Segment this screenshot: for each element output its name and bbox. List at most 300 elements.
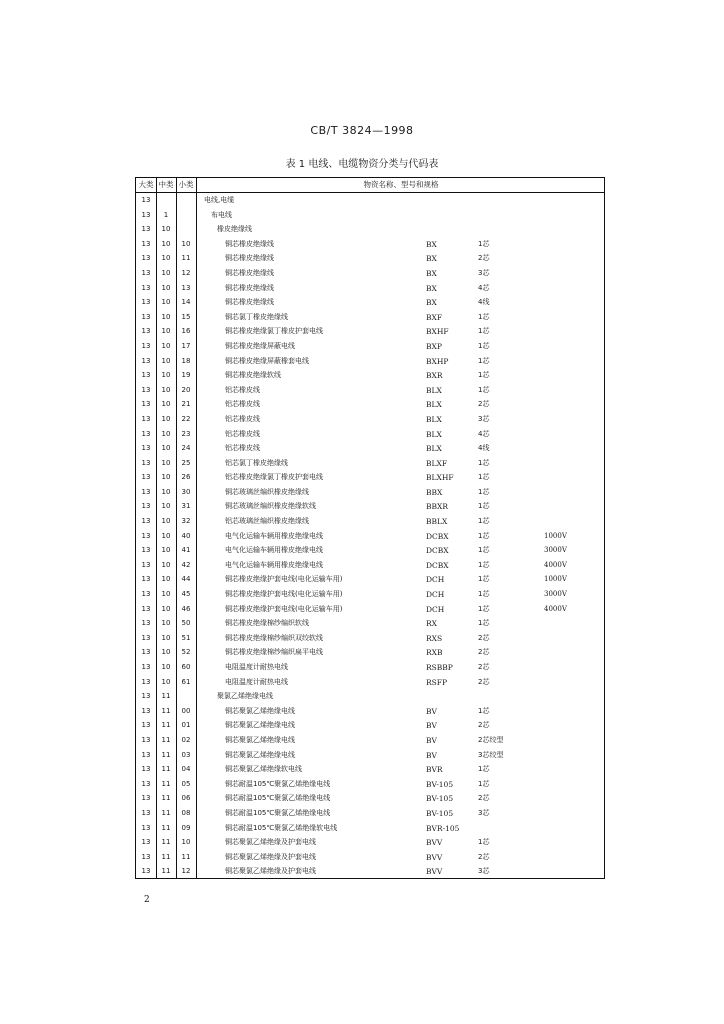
mid-code: 11 <box>161 765 171 774</box>
model-code: BX <box>426 283 437 293</box>
mid-code: 10 <box>161 663 171 671</box>
item-name: 铜芯橡皮绝缘软线 <box>225 371 281 380</box>
table-row <box>136 324 604 339</box>
mid-code: 10 <box>161 560 171 569</box>
item-name: 铝芯橡皮线 <box>225 385 260 394</box>
mid-code: 11 <box>161 692 171 701</box>
minor-code: 19 <box>181 371 191 380</box>
core-spec: 2芯 <box>478 400 490 409</box>
core-spec: 1芯 <box>478 531 490 540</box>
core-spec: 2芯 <box>478 677 490 686</box>
item-name: 铜芯耐温105℃聚氯乙烯绝缘软电线 <box>225 823 338 832</box>
model-code: RX <box>426 619 437 629</box>
table-row <box>136 237 604 252</box>
item-name: 铜芯橡皮绝缘护套电线(电化运输车用) <box>225 604 343 613</box>
model-code: BV <box>426 706 437 716</box>
table-row <box>136 514 604 529</box>
model-code: DCH <box>426 604 445 614</box>
minor-code: 21 <box>181 400 191 409</box>
minor-code: 03 <box>181 750 191 759</box>
major-code: 13 <box>141 779 151 788</box>
core-spec: 3芯 <box>478 867 490 876</box>
minor-code: 61 <box>181 677 191 686</box>
table-row <box>136 704 604 719</box>
standard-code-header: CB/T 3824—1998 <box>310 124 414 137</box>
mid-code: 10 <box>161 487 171 496</box>
item-name: 铝芯橡皮线 <box>225 414 260 423</box>
mid-code: 11 <box>161 779 171 788</box>
major-code: 13 <box>141 750 151 759</box>
core-spec: 1芯 <box>478 458 490 467</box>
mid-code: 10 <box>161 633 171 642</box>
table-row <box>136 441 604 456</box>
table-row <box>136 354 604 369</box>
item-name: 铝芯橡皮线 <box>225 444 260 453</box>
model-code: BBXR <box>426 502 449 512</box>
minor-code: 02 <box>181 735 191 744</box>
mid-code: 10 <box>161 546 171 555</box>
major-code: 13 <box>141 473 151 482</box>
mid-code: 11 <box>161 808 171 817</box>
item-name: 铜芯耐温105℃聚氯乙烯绝缘电线 <box>225 779 331 788</box>
minor-code: 18 <box>181 356 191 365</box>
item-name: 铜芯橡皮绝缘棉纱编织扁平电线 <box>225 648 323 657</box>
table-row <box>136 397 604 412</box>
mid-code: 10 <box>161 283 171 292</box>
major-code: 13 <box>141 633 151 642</box>
item-name: 铜芯橡皮绝缘护套电线(电化运输车用) <box>225 590 343 599</box>
model-code: DCH <box>426 575 445 585</box>
core-spec: 1芯 <box>478 356 490 365</box>
major-code: 13 <box>141 517 151 526</box>
minor-code: 11 <box>181 852 191 861</box>
mid-code: 10 <box>161 371 171 380</box>
model-code: RXS <box>426 633 443 643</box>
model-code: BV-105 <box>426 808 454 818</box>
major-code: 13 <box>141 502 151 511</box>
mid-code: 10 <box>161 517 171 526</box>
model-code: BX <box>426 254 437 264</box>
mid-code: 10 <box>161 444 171 453</box>
model-code: BXP <box>426 341 442 351</box>
minor-code: 41 <box>181 546 191 555</box>
major-code: 13 <box>141 239 151 248</box>
core-spec: 1芯 <box>478 473 490 482</box>
table-body <box>136 193 604 879</box>
table-row <box>136 281 604 296</box>
major-code: 13 <box>141 663 151 671</box>
minor-code: 46 <box>181 604 191 613</box>
item-name: 铜芯聚氯乙烯绝缘及护套电线 <box>225 838 316 847</box>
table-row <box>136 689 604 704</box>
model-code: BV-105 <box>426 779 454 789</box>
header-mid: 中类 <box>158 180 174 189</box>
table-row <box>136 733 604 748</box>
major-code: 13 <box>141 706 151 715</box>
core-spec: 2芯 <box>478 852 490 861</box>
model-code: BX <box>426 268 437 278</box>
model-code: BXF <box>426 312 443 322</box>
mid-code: 11 <box>161 838 171 847</box>
item-name: 铜芯橡皮绝缘护套电线(电化运输车用) <box>225 575 343 584</box>
core-spec: 1芯 <box>478 341 490 350</box>
major-code: 13 <box>141 692 151 701</box>
table-row <box>136 543 604 558</box>
table-row <box>136 821 604 836</box>
table-row <box>136 456 604 471</box>
model-code: BLX <box>426 400 442 410</box>
model-code: DCBX <box>426 546 449 556</box>
core-spec: 4线 <box>478 298 490 307</box>
item-name: 铜芯氯丁橡皮绝缘线 <box>225 312 288 321</box>
core-spec: 1芯 <box>478 385 490 394</box>
minor-code: 32 <box>181 517 191 526</box>
core-spec: 3芯 <box>478 268 490 277</box>
model-code: BX <box>426 298 437 308</box>
minor-code: 12 <box>181 867 191 876</box>
model-code: BLXF <box>426 458 448 468</box>
table-row <box>136 208 604 223</box>
major-code: 13 <box>141 735 151 744</box>
major-code: 13 <box>141 283 151 292</box>
core-spec: 2芯 <box>478 721 490 730</box>
major-code: 13 <box>141 619 151 628</box>
table-row <box>136 529 604 544</box>
core-spec: 2芯 <box>478 663 490 671</box>
model-code: RSFP <box>426 677 448 687</box>
minor-code: 25 <box>181 458 191 467</box>
model-code: BXR <box>426 371 443 381</box>
minor-code: 20 <box>181 385 191 394</box>
item-name: 铜芯聚氯乙烯绝缘电线 <box>225 721 295 730</box>
model-code: BV <box>426 735 437 745</box>
major-code: 13 <box>141 867 151 876</box>
table-row <box>136 718 604 733</box>
voltage-rating: 4000V <box>544 604 567 613</box>
mid-code: 10 <box>161 312 171 321</box>
minor-code: 23 <box>181 429 191 438</box>
core-spec: 3芯 <box>478 414 490 423</box>
item-name: 铝芯氯丁橡皮绝缘线 <box>225 458 288 467</box>
minor-code: 09 <box>181 823 191 832</box>
table-row <box>136 558 604 573</box>
item-name: 铜芯聚氯乙烯绝缘及护套电线 <box>225 852 316 861</box>
minor-code: 51 <box>181 633 191 642</box>
minor-code: 22 <box>181 414 191 423</box>
major-code: 13 <box>141 546 151 555</box>
major-code: 13 <box>141 648 151 657</box>
table-row <box>136 310 604 325</box>
core-spec: 2芯 <box>478 648 490 657</box>
core-spec: 1芯 <box>478 517 490 526</box>
major-code: 13 <box>141 385 151 394</box>
major-code: 13 <box>141 371 151 380</box>
table-row <box>136 295 604 310</box>
core-spec: 1芯 <box>478 502 490 511</box>
minor-code: 24 <box>181 444 191 453</box>
table-row <box>136 427 604 442</box>
model-code: BXHP <box>426 356 449 366</box>
major-code: 13 <box>141 298 151 307</box>
item-name: 铜芯橡皮绝缘棉纱编织软线 <box>225 619 309 628</box>
table-row <box>136 587 604 602</box>
item-name: 聚氯乙烯绝缘电线 <box>217 692 273 701</box>
item-name: 橡皮绝缘线 <box>217 225 252 234</box>
table-row <box>136 777 604 792</box>
item-name: 布电线 <box>211 210 232 219</box>
minor-code: 13 <box>181 283 191 292</box>
item-name: 铝芯玻璃丝编织橡皮绝缘线 <box>225 517 309 526</box>
major-code: 13 <box>141 677 151 686</box>
major-code: 13 <box>141 575 151 584</box>
mid-code: 10 <box>161 429 171 438</box>
item-name: 铜芯橡皮绝缘线 <box>225 283 274 292</box>
major-code: 13 <box>141 225 151 234</box>
mid-code: 10 <box>161 575 171 584</box>
model-code: DCH <box>426 590 445 600</box>
model-code: BVV <box>426 867 443 877</box>
item-name: 铜芯聚氯乙烯绝缘电线 <box>225 735 295 744</box>
mid-code: 10 <box>161 225 171 234</box>
core-spec: 4芯 <box>478 283 490 292</box>
core-spec: 1芯 <box>478 560 490 569</box>
item-name: 铜芯橡皮绝缘线 <box>225 268 274 277</box>
mid-code: 10 <box>161 458 171 467</box>
minor-code: 10 <box>181 239 191 248</box>
minor-code: 05 <box>181 779 191 788</box>
core-spec: 1芯 <box>478 239 490 248</box>
model-code: RXB <box>426 648 443 658</box>
mid-code: 10 <box>161 502 171 511</box>
mid-code: 10 <box>161 414 171 423</box>
table-row <box>136 748 604 763</box>
item-name: 铜芯橡皮绝缘屏蔽电线 <box>225 341 295 350</box>
item-name: 铝芯橡皮线 <box>225 429 260 438</box>
minor-code: 50 <box>181 619 191 628</box>
voltage-rating: 1000V <box>544 531 567 540</box>
item-name: 铜芯聚氯乙烯绝缘电线 <box>225 750 295 759</box>
model-code: BX <box>426 239 437 249</box>
mid-code: 11 <box>161 706 171 715</box>
core-spec: 1芯 <box>478 619 490 628</box>
minor-code: 44 <box>181 575 191 584</box>
item-name: 电气化运输车辆用橡皮绝缘电线 <box>225 531 323 540</box>
model-code: BVV <box>426 852 443 862</box>
item-name: 电气化运输车辆用橡皮绝缘电线 <box>225 560 323 569</box>
mid-code: 10 <box>161 590 171 599</box>
table-row <box>136 251 604 266</box>
minor-code: 30 <box>181 487 191 496</box>
core-spec: 2芯 <box>478 633 490 642</box>
table-row <box>136 864 604 879</box>
minor-code: 42 <box>181 560 191 569</box>
voltage-rating: 3000V <box>544 590 567 599</box>
major-code: 13 <box>141 590 151 599</box>
major-code: 13 <box>141 487 151 496</box>
table-row <box>136 631 604 646</box>
core-spec: 2芯 <box>478 254 490 263</box>
table-row <box>136 835 604 850</box>
mid-code: 10 <box>161 473 171 482</box>
voltage-rating: 3000V <box>544 546 567 555</box>
major-code: 13 <box>141 823 151 832</box>
table-row <box>136 339 604 354</box>
minor-code: 00 <box>181 706 191 715</box>
model-code: DCBX <box>426 560 449 570</box>
model-code: DCBX <box>426 531 449 541</box>
core-spec: 3芯绞型 <box>478 750 504 759</box>
table-row <box>136 412 604 427</box>
mid-code: 11 <box>161 721 171 730</box>
mid-code: 10 <box>161 298 171 307</box>
major-code: 13 <box>141 268 151 277</box>
mid-code: 10 <box>161 254 171 263</box>
mid-code: 10 <box>161 400 171 409</box>
header-minor: 小类 <box>178 180 194 189</box>
voltage-rating: 1000V <box>544 575 567 584</box>
mid-code: 10 <box>161 604 171 613</box>
item-name: 铜芯玻璃丝编织橡皮绝缘线 <box>225 487 309 496</box>
table-row <box>136 660 604 675</box>
major-code: 13 <box>141 794 151 803</box>
mid-code: 10 <box>161 341 171 350</box>
major-code: 13 <box>141 604 151 613</box>
major-code: 13 <box>141 808 151 817</box>
major-code: 13 <box>141 210 151 219</box>
header-name: 物资名称、型号和规格 <box>363 180 439 189</box>
major-code: 13 <box>141 356 151 365</box>
minor-code: 52 <box>181 648 191 657</box>
core-spec: 1芯 <box>478 487 490 496</box>
core-spec: 1芯 <box>478 604 490 613</box>
model-code: BVR-105 <box>426 823 460 833</box>
core-spec: 1芯 <box>478 838 490 847</box>
mid-code: 10 <box>161 268 171 277</box>
core-spec: 2芯 <box>478 794 490 803</box>
model-code: BBX <box>426 487 443 497</box>
major-code: 13 <box>141 254 151 263</box>
table-row <box>136 470 604 485</box>
minor-code: 01 <box>181 721 191 730</box>
minor-code: 11 <box>181 254 191 263</box>
item-name: 铜芯橡皮绝缘屏蔽橡套电线 <box>225 356 309 365</box>
table-caption: 表 1 电线、电缆物资分类与代码表 <box>285 159 439 170</box>
model-code: BV <box>426 721 437 731</box>
minor-code: 40 <box>181 531 191 540</box>
core-spec: 1芯 <box>478 765 490 774</box>
minor-code: 16 <box>181 327 191 336</box>
major-code: 13 <box>141 852 151 861</box>
mid-code: 10 <box>161 619 171 628</box>
table-row <box>136 791 604 806</box>
table-row <box>136 266 604 281</box>
minor-code: 08 <box>181 808 191 817</box>
minor-code: 12 <box>181 268 191 277</box>
core-spec: 1芯 <box>478 546 490 555</box>
minor-code: 31 <box>181 502 191 511</box>
model-code: BVR <box>426 765 443 775</box>
major-code: 13 <box>141 341 151 350</box>
table-row <box>136 850 604 865</box>
core-spec: 4线 <box>478 444 490 453</box>
core-spec: 1芯 <box>478 327 490 336</box>
voltage-rating: 4000V <box>544 560 567 569</box>
minor-code: 15 <box>181 312 191 321</box>
mid-code: 10 <box>161 356 171 365</box>
model-code: BXHF <box>426 327 449 337</box>
major-code: 13 <box>141 429 151 438</box>
item-name: 铜芯聚氯乙烯绝缘软电线 <box>225 765 302 774</box>
minor-code: 04 <box>181 765 191 774</box>
header-major: 大类 <box>138 180 154 189</box>
item-name: 铝芯橡皮线 <box>225 400 260 409</box>
table-row <box>136 602 604 617</box>
major-code: 13 <box>141 765 151 774</box>
major-code: 13 <box>141 414 151 423</box>
page-number: 2 <box>144 895 150 905</box>
mid-code: 10 <box>161 239 171 248</box>
major-code: 13 <box>141 458 151 467</box>
mid-code: 11 <box>161 794 171 803</box>
item-name: 铜芯橡皮绝缘线 <box>225 298 274 307</box>
table-row <box>136 762 604 777</box>
major-code: 13 <box>141 721 151 730</box>
major-code: 13 <box>141 312 151 321</box>
table-row <box>136 499 604 514</box>
item-name: 铜芯玻璃丝编织橡皮绝缘软线 <box>225 502 316 511</box>
code-table <box>135 177 605 879</box>
item-name: 铝芯橡皮绝缘氯丁橡皮护套电线 <box>225 473 323 482</box>
major-code: 13 <box>141 400 151 409</box>
mid-code: 11 <box>161 867 171 876</box>
minor-code: 06 <box>181 794 191 803</box>
model-code: BV <box>426 750 437 760</box>
core-spec: 1芯 <box>478 575 490 584</box>
mid-code: 10 <box>161 385 171 394</box>
model-code: BVV <box>426 838 443 848</box>
core-spec: 3芯 <box>478 808 490 817</box>
table-row <box>136 616 604 631</box>
mid-code: 10 <box>161 677 171 686</box>
minor-code: 45 <box>181 590 191 599</box>
minor-code: 17 <box>181 341 191 350</box>
major-code: 13 <box>141 444 151 453</box>
model-code: BLX <box>426 414 442 424</box>
major-code: 13 <box>141 560 151 569</box>
item-name: 铜芯耐温105℃聚氯乙烯绝缘电线 <box>225 794 331 803</box>
major-code: 13 <box>141 531 151 540</box>
minor-code: 26 <box>181 473 191 482</box>
item-name: 铜芯橡皮绝缘线 <box>225 254 274 263</box>
major-code: 13 <box>141 838 151 847</box>
model-code: RSBBP <box>426 663 453 672</box>
major-code: 13 <box>141 196 151 204</box>
core-spec: 1芯 <box>478 779 490 788</box>
model-code: BLX <box>426 429 442 439</box>
mid-code: 10 <box>161 531 171 540</box>
core-spec: 1芯 <box>478 371 490 380</box>
core-spec: 1芯 <box>478 312 490 321</box>
table-row <box>136 645 604 660</box>
mid-code: 11 <box>161 750 171 759</box>
item-name: 铜芯聚氯乙烯绝缘及护套电线 <box>225 867 316 876</box>
table-row <box>136 572 604 587</box>
model-code: BLX <box>426 444 442 454</box>
item-name: 铜芯耐温105℃聚氯乙烯绝缘电线 <box>225 808 331 817</box>
mid-code: 11 <box>161 852 171 861</box>
mid-code: 1 <box>163 210 169 219</box>
mid-code: 11 <box>161 823 171 832</box>
